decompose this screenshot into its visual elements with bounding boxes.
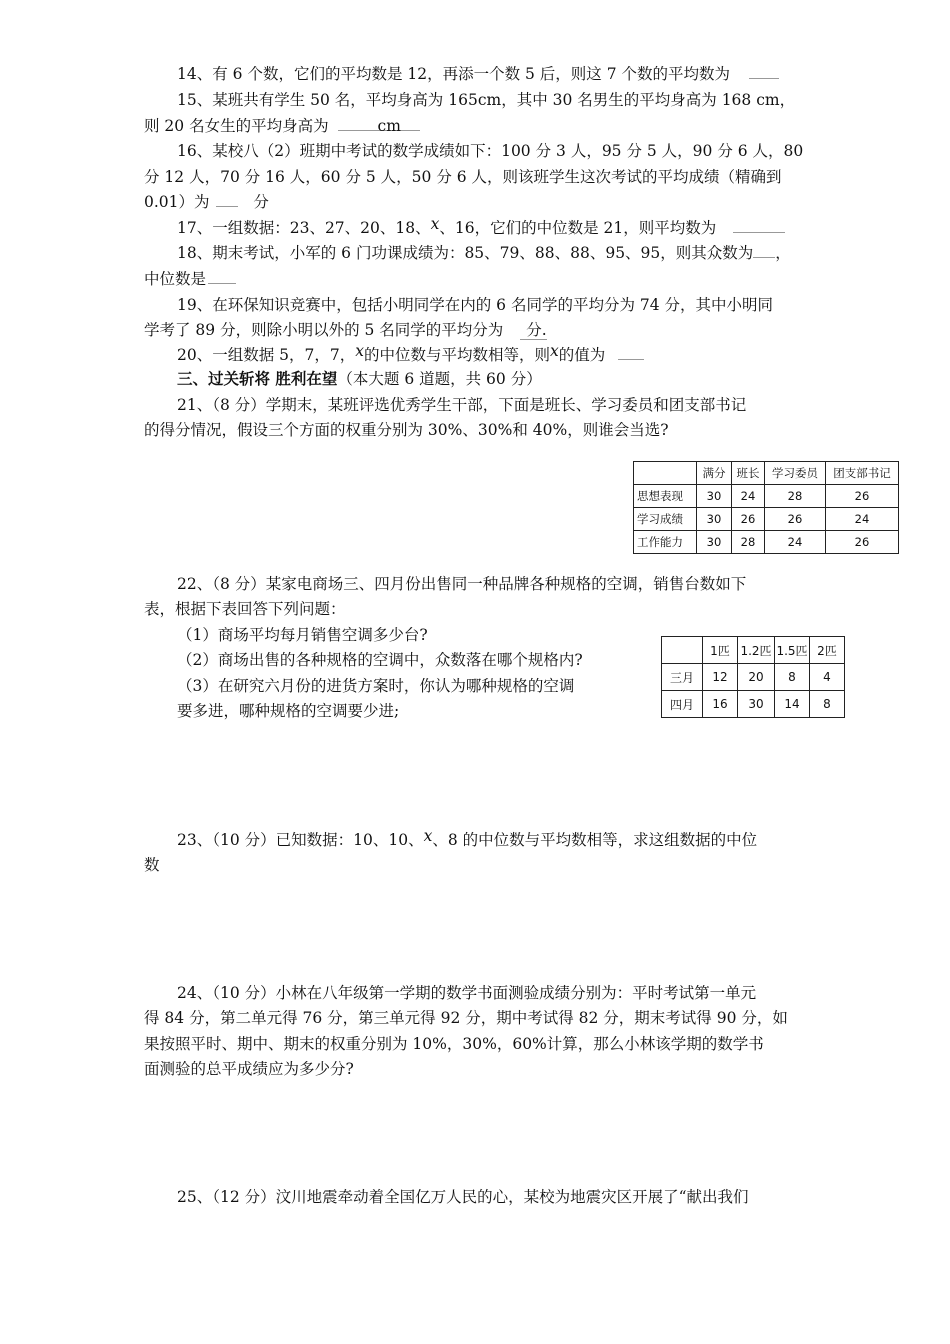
q22-sub-text: （1）商场平均每月销售空调多少台? [177, 626, 428, 644]
table-cell: 12 [703, 664, 738, 691]
table-cell: 30 [697, 485, 732, 508]
section-3-heading [177, 369, 542, 389]
table-cell: 4 [810, 664, 845, 691]
question-22-sub3-cont [177, 701, 399, 721]
q17-text: 17、一组数据：23、27、20、18、 [177, 219, 431, 237]
table-cell: 26 [765, 508, 826, 531]
q20-text: 20、一组数据 5，7，7， [177, 346, 356, 364]
q24-text-2: 得 84 分，第二单元得 76 分，第三单元得 92 分，期中考试得 82 分，期末考试得 90 分，如 [144, 1009, 788, 1027]
question-18-line1 [177, 243, 791, 263]
question-24-line1 [177, 983, 756, 1003]
table-cell: 学习成绩 [634, 508, 697, 531]
table-cell: 24 [765, 531, 826, 554]
answer-blank [208, 269, 236, 284]
question-20 [177, 342, 644, 365]
table-cell: 三月 [662, 664, 703, 691]
q22-text-2: 表，根据下表回答下列问题： [144, 600, 346, 618]
q21-text: 21、（8 分）学期末，某班评选优秀学生干部，下面是班长、学习委员和团支部书记 [177, 396, 747, 414]
table-cell: 24 [732, 485, 765, 508]
question-19-line2 [144, 320, 547, 340]
q22-sub-text: 要多进，哪种规格的空调要少进; [177, 702, 400, 720]
q20-text-3: 的值为 [558, 346, 606, 364]
answer-blank [753, 243, 775, 258]
sales-table [661, 636, 845, 718]
question-22-sub2 [177, 650, 583, 670]
question-15-line1 [177, 90, 795, 110]
q16-text-2: 分 12 人，70 分 16 人，60 分 5 人，50 分 6 人，则该班学生这次考试的平均成绩（精确到 [144, 168, 782, 186]
q18-text-2: 中位数是 [144, 270, 207, 288]
q21-text-2: 的得分情况，假设三个方面的权重分别为 30%、30%和 40%，则谁会当选? [144, 421, 669, 439]
q15-text-2: 则 20 名女生的平均身高为 [144, 117, 329, 135]
q16-text: 16、某校八（2）班期中考试的数学成绩如下：100 分 3 人，95 分 5 人，90 分 6 人，80 [177, 142, 804, 160]
q22-sub-text: （3）在研究六月份的进货方案时，你认为哪种规格的空调 [177, 677, 575, 695]
q22-sub-text: （2）商场出售的各种规格的空调中，众数落在哪个规格内? [177, 651, 583, 669]
question-14 [177, 64, 779, 84]
q23-text-2: 、8 的中位数与平均数相等，求这组数据的中位 [432, 831, 758, 849]
q15-text: 15、某班共有学生 50 名，平均身高为 165cm，其中 30 名男生的平均身高为 168 cm， [177, 91, 796, 109]
question-24-line4 [144, 1059, 354, 1079]
table-row [634, 508, 899, 531]
q18-comma: ， [775, 244, 791, 262]
variable-x: x [550, 342, 559, 360]
table-cell: 26 [732, 508, 765, 531]
variable-x: x [355, 342, 364, 360]
question-18-line2 [144, 269, 236, 289]
table-header-cell: 1匹 [703, 637, 738, 664]
table-cell: 工作能力 [634, 531, 697, 554]
table-header-cell [662, 637, 703, 664]
variable-x: x [423, 827, 433, 845]
table-header-cell [634, 462, 697, 485]
table-row [662, 691, 845, 718]
question-22-sub3 [177, 676, 574, 696]
section-title: 三、过关斩将 胜利在望 [177, 370, 338, 388]
question-16-line2 [144, 167, 782, 187]
question-23-line1 [177, 827, 758, 850]
table-header-cell: 团支部书记 [826, 462, 899, 485]
answer-blank [749, 64, 779, 79]
table-header-cell: 满分 [697, 462, 732, 485]
table-cell: 8 [810, 691, 845, 718]
answer-blank [618, 345, 644, 360]
question-23-line2 [144, 855, 160, 875]
table-row [634, 531, 899, 554]
table-cell: 24 [826, 508, 899, 531]
q19-text-2: 学考了 89 分，则除小明以外的 5 名同学的平均分为 [144, 321, 504, 339]
table-cell: 26 [826, 485, 899, 508]
question-22-line2 [144, 599, 346, 619]
q15-unit: cm [377, 117, 401, 135]
question-25 [177, 1187, 749, 1207]
q20-text-2: 的中位数与平均数相等，则 [364, 346, 551, 364]
q19-text: 19、在环保知识竞赛中，包括小明同学在内的 6 名同学的平均分为 74 分，其中小明同 [177, 296, 774, 314]
q23-text-3: 数 [144, 856, 160, 874]
question-19-line1 [177, 295, 773, 315]
table-cell: 四月 [662, 691, 703, 718]
question-22-sub1 [177, 625, 428, 645]
q24-text: 24、（10 分）小林在八年级第一学期的数学书面测验成绩分别为：平时考试第一单元 [177, 984, 757, 1002]
question-16-line3 [144, 192, 269, 212]
question-16-line1 [177, 141, 803, 161]
table-header-row [662, 637, 845, 664]
section-note: （本大题 6 道题，共 60 分） [337, 370, 542, 388]
table-header-cell: 1.2匹 [738, 637, 775, 664]
table-header-cell: 1.5匹 [775, 637, 810, 664]
table-cell: 30 [697, 531, 732, 554]
table-header-row [634, 462, 899, 485]
question-21-line2 [144, 420, 669, 440]
q22-text: 22、（8 分）某家电商场三、四月份出售同一种品牌各种规格的空调，销售台数如下 [177, 575, 747, 593]
table-cell: 16 [703, 691, 738, 718]
table-row [634, 485, 899, 508]
q17-text-2: 、16，它们的中位数是 21，则平均数为 [439, 219, 717, 237]
score-table [633, 461, 899, 554]
q24-text-4: 面测验的总平成绩应为多少分? [144, 1060, 354, 1078]
question-22-line1 [177, 574, 746, 594]
q24-text-3: 果按照平时、期中、期末的权重分别为 10%，30%，60%计算，那么小林该学期的数学书 [144, 1035, 764, 1053]
q25-text: 25、（12 分）汶川地震牵动着全国亿万人民的心，某校为地震灾区开展了“献出我们 [177, 1188, 749, 1206]
table-cell: 8 [775, 664, 810, 691]
table-cell: 20 [738, 664, 775, 691]
question-24-line3 [144, 1034, 764, 1054]
table-cell: 思想表现 [634, 485, 697, 508]
q23-text: 23、（10 分）已知数据：10、10、 [177, 831, 424, 849]
table-row [662, 664, 845, 691]
q18-text: 18、期末考试，小军的 6 门功课成绩为：85、79、88、88、95、95，则其众数为 [177, 244, 754, 262]
answer-blank [733, 218, 785, 233]
table-cell: 28 [765, 485, 826, 508]
q16-unit: 分 [253, 193, 269, 211]
variable-x: x [430, 215, 440, 233]
table-cell: 14 [775, 691, 810, 718]
table-header-cell: 班长 [732, 462, 765, 485]
q16-text-3: 0.01）为 [144, 193, 210, 211]
table-cell: 26 [826, 531, 899, 554]
table-cell: 28 [732, 531, 765, 554]
q19-unit: 分. [520, 321, 546, 340]
question-24-line2 [144, 1008, 788, 1028]
question-21-line1 [177, 395, 746, 415]
question-17 [177, 215, 785, 238]
question-15-line2 [144, 116, 401, 136]
answer-blank [216, 192, 238, 207]
table-header-cell: 学习委员 [765, 462, 826, 485]
q14-text: 14、有 6 个数，它们的平均数是 12，再添一个数 5 后，则这 7 个数的平均数为 [177, 65, 731, 83]
table-cell: 30 [697, 508, 732, 531]
table-cell: 30 [738, 691, 775, 718]
table-header-cell: 2匹 [810, 637, 845, 664]
